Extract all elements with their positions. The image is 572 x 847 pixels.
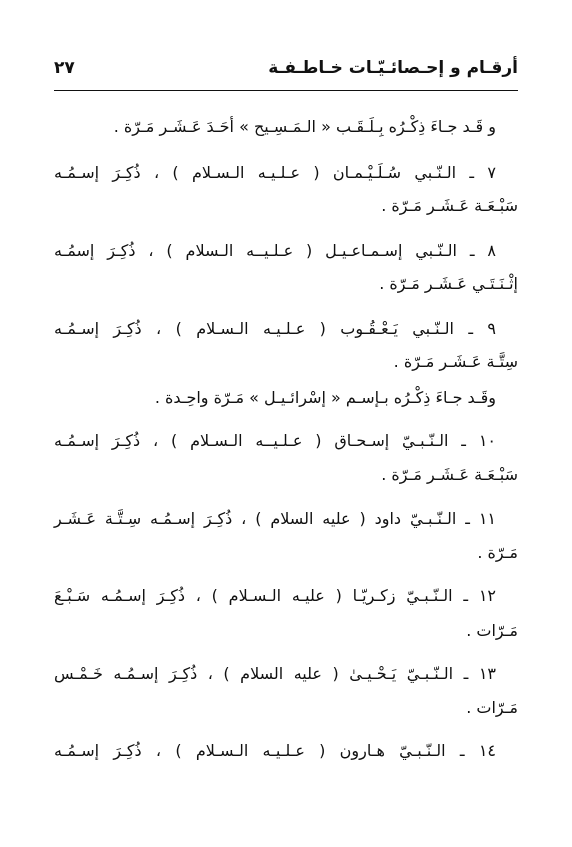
running-header-title: أرقـام و إحـصائـيّـات خـاطـفـة	[268, 58, 518, 78]
text-line: مَـرّات .	[466, 621, 518, 640]
text-line: ١٠ ـ الـنّـبـيّ إسـحـاق ( عـلـيــه الـسـلام ) ، ذُكِـرَ إسـمُـه	[54, 431, 496, 450]
text-line: إثْـنَـتَـي عَـشَـر مَـرّة .	[379, 274, 518, 293]
page-number: ٢٧	[54, 58, 75, 78]
running-header	[54, 54, 518, 84]
text-line: ٨ ـ الـنّـبي إسـمـاعـيـل ( عـلـيــه الـسلام ) ، ذُكِـرَ إسمُـه	[54, 241, 496, 260]
text-line: سَبْـعَـة عَـشَـر مَـرّة .	[381, 196, 518, 215]
text-line: و قَـد جـاءَ ذِكْـرُه بِـلَـقَـب « الـمَـسِـيح » أحَـدَ عَـشَـر مَـرّة .	[113, 117, 496, 136]
text-line: مَـرّة .	[477, 543, 518, 562]
text-line: ١١ ـ الـنّـبـيّ داود ( عليه السلام ) ، ذُكِـرَ إسـمُـه سِـتَّـة عَـشَـر	[54, 509, 496, 528]
text-line: ١٤ ـ الـنّـبـيّ هـارون ( عـلـيـه الـسـلام ) ، ذُكِـرَ إسـمُـه	[54, 741, 496, 760]
header-divider	[54, 90, 518, 91]
text-line: ٧ ـ الـنّـبي سُـلَـيْـمـان ( عـلـيـه الـسـلام ) ، ذُكِـرَ إسـمُـه	[54, 163, 496, 182]
text-line: ١٣ ـ الـنّـبـيّ يَـحْـيـىٰ ( عليه السلام ) ، ذُكِـرَ إسـمُـه خَـمْـس	[54, 664, 496, 683]
text-line: مَـرّات .	[466, 698, 518, 717]
text-line: سَبْـعَـة عَـشَـر مَـرّة .	[381, 465, 518, 484]
text-line: سِتَّـة عَـشَـر مَـرّة .	[393, 352, 518, 371]
text-line: وقَـد جـاءَ ذِكْـرُه بـإسـم « إسْرائـيـل » مَـرّة واحِـدة .	[154, 388, 496, 407]
text-line: ١٢ ـ الـنّـبـيّ زكـريّـا ( عليـه الـسـلام ) ، ذُكِـرَ إسـمُـه سَـبْـعَ	[54, 586, 496, 605]
text-line: ٩ ـ الـنّـبي يَـعْـقُـوب ( عـلـيـه الـسـلام ) ، ذُكِـرَ إسـمُـه	[54, 319, 496, 338]
